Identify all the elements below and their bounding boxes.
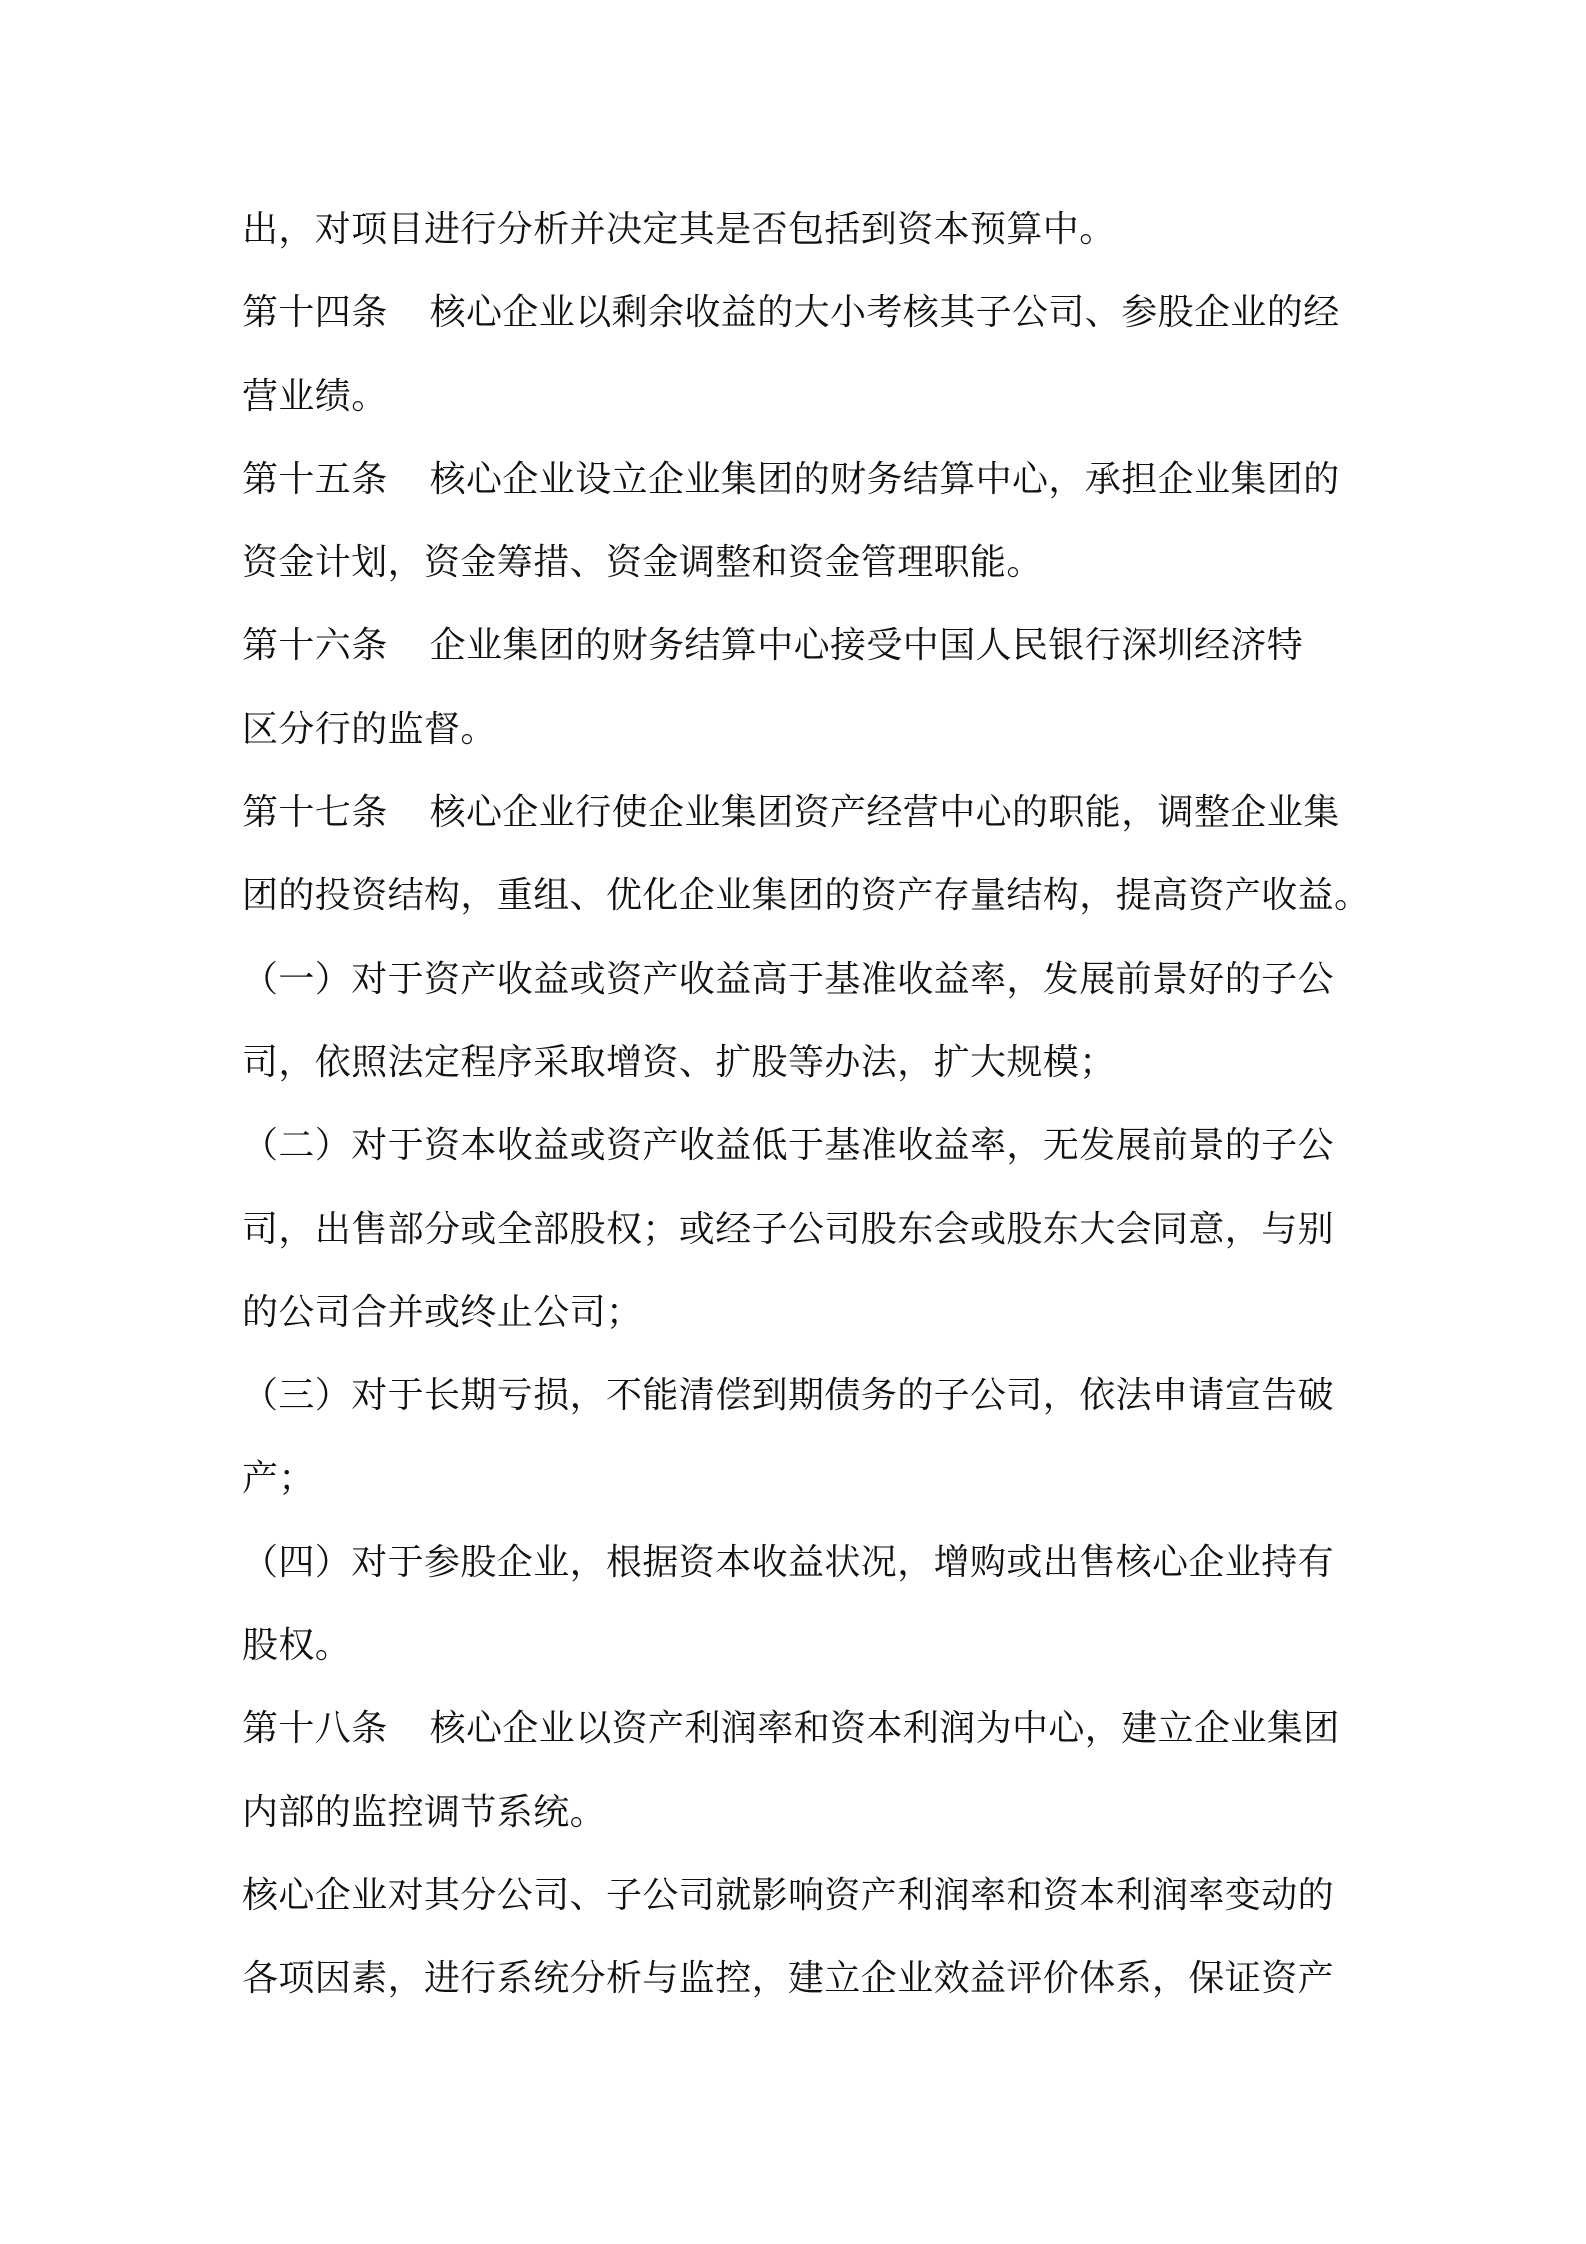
line-text: （二）对于资本收益或资产收益低于基准收益率，无发展前景的子公	[242, 1125, 1335, 1167]
text-line	[242, 281, 1357, 364]
text-line	[242, 1364, 1357, 1447]
text-line	[242, 864, 1371, 947]
line-text: 内部的监控调节系统。	[242, 1791, 607, 1833]
line-text: 企业集团的财务结算中心接受中国人民银行深圳经济特	[429, 625, 1304, 667]
text-line	[242, 1281, 1357, 1364]
line-text: 营业绩。	[242, 375, 388, 417]
text-line	[242, 531, 1357, 614]
text-line	[242, 1114, 1357, 1197]
line-text: 核心企业以剩余收益的大小考核其子公司、参股企业的经	[429, 292, 1340, 334]
line-text: 股权。	[242, 1625, 352, 1667]
line-text: 资金计划，资金筹措、资金调整和资金管理职能。	[242, 542, 1043, 584]
text-line	[242, 1864, 1357, 1947]
line-text: 司，出售部分或全部股权；或经子公司股东会或股东大会同意，与别	[242, 1208, 1335, 1250]
text-line	[242, 1447, 1357, 1530]
text-line	[242, 1531, 1357, 1614]
line-text: 核心企业行使企业集团资产经营中心的职能，调整企业集	[429, 792, 1340, 834]
line-text: 团的投资结构，重组、优化企业集团的资产存量结构，提高资产收益。	[242, 875, 1371, 917]
text-line	[242, 698, 1357, 781]
text-line	[242, 781, 1357, 864]
line-text: 的公司合并或终止公司；	[242, 1291, 643, 1333]
line-text: 出，对项目进行分析并决定其是否包括到资本预算中。	[242, 209, 1116, 250]
line-text: （一）对于资产收益或资产收益高于基准收益率，发展前景好的子公	[242, 958, 1335, 1000]
line-text: 区分行的监督。	[242, 708, 497, 750]
text-line	[242, 365, 1357, 448]
text-line	[242, 1031, 1357, 1114]
text-line	[242, 614, 1357, 697]
article-number: 第十四条	[242, 292, 388, 334]
line-text: 核心企业对其分公司、子公司就影响资产利润率和资本利润率变动的	[242, 1874, 1335, 1916]
text-line	[242, 198, 1357, 281]
text-line	[242, 948, 1357, 1031]
line-text: 核心企业设立企业集团的财务结算中心，承担企业集团的	[429, 458, 1340, 500]
line-text: 各项因素，进行系统分析与监控，建立企业效益评价体系，保证资产	[242, 1958, 1335, 2000]
article-number: 第十六条	[242, 625, 388, 667]
article-number: 第十五条	[242, 458, 388, 500]
text-line	[242, 1947, 1357, 2030]
line-text: 司，依照法定程序采取增资、扩股等办法，扩大规模；	[242, 1041, 1116, 1083]
line-text: （四）对于参股企业，根据资本收益状况，增购或出售核心企业持有	[242, 1541, 1335, 1583]
line-text: 核心企业以资产利润率和资本利润为中心，建立企业集团	[429, 1708, 1340, 1750]
article-number: 第十八条	[242, 1708, 388, 1750]
article-number: 第十七条	[242, 792, 388, 834]
text-line	[242, 1697, 1357, 1780]
line-text: （三）对于长期亏损，不能清偿到期债务的子公司，依法申请宣告破	[242, 1375, 1335, 1417]
text-line	[242, 1198, 1357, 1281]
text-line	[242, 1614, 1357, 1697]
document-body	[242, 198, 1371, 2031]
text-line	[242, 448, 1357, 531]
line-text: 产；	[242, 1458, 315, 1500]
text-line	[242, 1781, 1357, 1864]
